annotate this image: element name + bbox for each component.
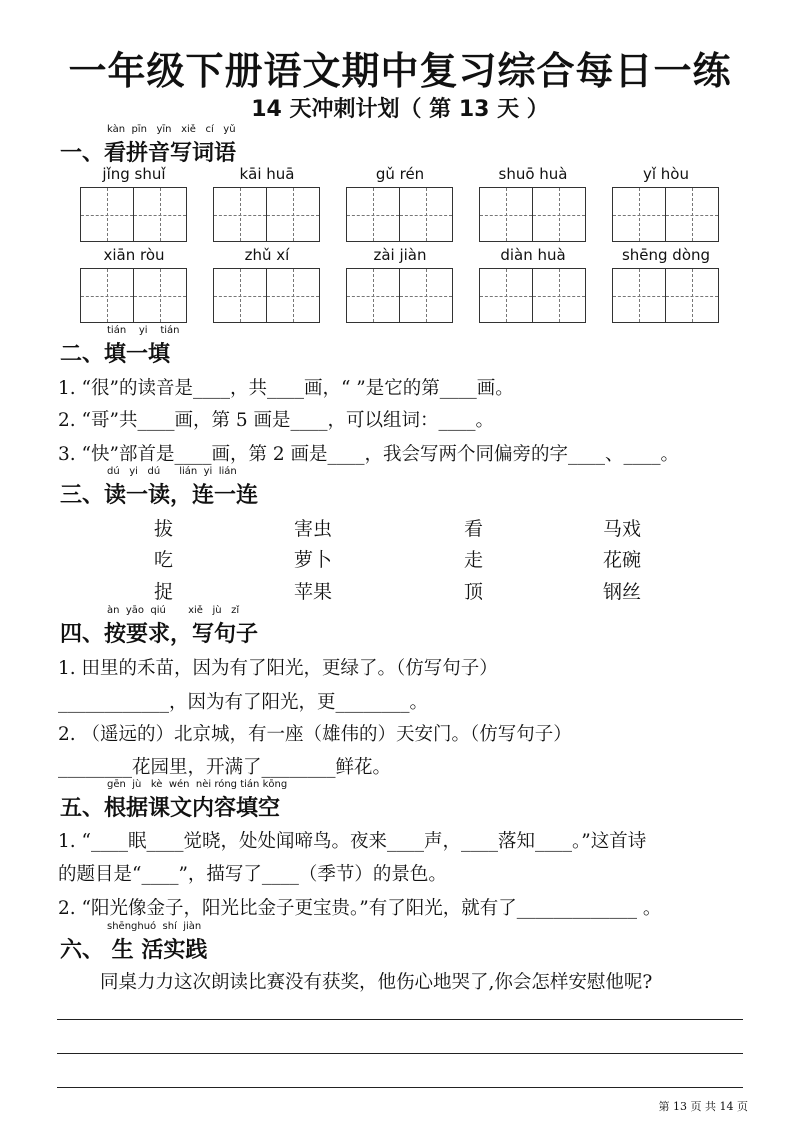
match-item[interactable]: 顶 — [464, 581, 484, 603]
answer-line[interactable] — [57, 1053, 743, 1054]
answer-line[interactable] — [57, 1087, 743, 1088]
sentence-question-1: 1. 田里的禾苗，因为有了阳光，更绿了。（仿写句子） — [58, 658, 498, 679]
pinyin-word-label: diàn huà — [500, 246, 566, 264]
poem-line-2: 的题目是“____”，描写了____（季节）的景色。 — [58, 864, 447, 885]
pinyin-word-box — [80, 246, 188, 323]
section5-pinyin: gēn jù kè wén nèi róng tián kōng — [107, 779, 288, 790]
fill-question-2: 2. “哥”共____画，第 5 画是____，可以组词：____。 — [58, 410, 494, 431]
page-title: 一年级下册语文期中复习综合每日一练 — [68, 49, 732, 93]
pinyin-word-label: gǔ rén — [375, 165, 425, 183]
writing-grid[interactable] — [346, 268, 453, 323]
pinyin-word-box — [213, 165, 321, 242]
writing-grid[interactable] — [479, 268, 586, 323]
match-item[interactable]: 走 — [464, 549, 484, 571]
pinyin-word-box — [479, 165, 587, 242]
poem-line-1: 1. “____眠____觉晓，处处闻啼鸟。夜来____声，____落知____。”这首诗 — [58, 831, 647, 852]
pinyin-word-box — [346, 246, 454, 323]
page-footer: 第 13 页 共 14 页 — [658, 1100, 748, 1113]
writing-grid[interactable] — [612, 187, 719, 242]
pinyin-word-box — [213, 246, 321, 323]
section2-pinyin: tián yi tián — [107, 325, 180, 336]
pinyin-word-box — [346, 165, 454, 242]
pinyin-word-box — [479, 246, 587, 323]
answer-line[interactable] — [57, 1019, 743, 1020]
fill-question-3: 3. “快”部首是____画，第 2 画是____，我会写两个同偏旁的字____、____。 — [58, 444, 679, 465]
pinyin-word-label: shēng dòng — [621, 246, 711, 264]
match-item[interactable]: 马戏 — [603, 518, 642, 540]
section3-heading: 三、读一读，连一连 — [60, 483, 259, 508]
section1-pinyin: kàn pīn yīn xiě cí yǔ — [107, 124, 236, 135]
section6-pinyin: shēnghuó shí jiàn — [107, 921, 202, 932]
sentence-answer-2[interactable]: ________花园里，开满了________鲜花。 — [58, 757, 392, 778]
poem-line-3: 2. “阳光像金子，阳光比金子更宝贵。”有了阳光，就有了_____________ 。 — [58, 898, 662, 919]
match-item[interactable]: 吃 — [154, 549, 174, 571]
section2-heading: 二、填一填 — [60, 342, 171, 367]
match-item[interactable]: 花碗 — [603, 549, 642, 571]
match-item[interactable]: 捉 — [154, 581, 174, 603]
pinyin-word-label: zhǔ xí — [244, 246, 290, 264]
writing-grid[interactable] — [479, 187, 586, 242]
writing-grid[interactable] — [80, 187, 187, 242]
match-item[interactable]: 拔 — [154, 518, 174, 540]
page-subtitle: 14 天冲刺计划（ 第 13 天 ） — [251, 97, 549, 122]
pinyin-word-label: yǐ hòu — [642, 165, 689, 183]
match-item[interactable]: 害虫 — [294, 518, 333, 540]
practice-question: 同桌力力这次朗读比赛没有获奖，他伤心地哭了,你会怎样安慰他呢? — [100, 972, 653, 993]
sentence-question-2: 2. （遥远的）北京城，有一座（雄伟的）天安门。（仿写句子） — [58, 724, 572, 745]
pinyin-word-label: kāi huā — [239, 165, 295, 183]
pinyin-word-box — [612, 246, 720, 323]
section6-heading: 六、 生 活实践 — [60, 938, 208, 963]
match-item[interactable]: 看 — [464, 518, 484, 540]
sentence-answer-1[interactable]: ____________，因为有了阳光，更________。 — [58, 692, 429, 713]
match-item[interactable]: 萝卜 — [294, 549, 333, 571]
section5-heading: 五、根据课文内容填空 — [60, 796, 281, 821]
pinyin-word-label: jǐng shuǐ — [102, 165, 166, 183]
fill-question-1: 1. “很”的读音是____，共____画，“ ”是它的第____画。 — [58, 378, 514, 399]
writing-grid[interactable] — [346, 187, 453, 242]
pinyin-word-label: shuō huà — [498, 165, 568, 183]
pinyin-word-label: xiān ròu — [103, 246, 165, 264]
pinyin-word-label: zài jiàn — [373, 246, 427, 264]
section1-heading: 一、看拼音写词语 — [60, 141, 237, 166]
section4-pinyin: àn yāo qiú xiě jù zǐ — [107, 605, 240, 616]
writing-grid[interactable] — [612, 268, 719, 323]
writing-grid[interactable] — [80, 268, 187, 323]
match-item[interactable]: 钢丝 — [603, 581, 642, 603]
match-item[interactable]: 苹果 — [294, 581, 333, 603]
writing-grid[interactable] — [213, 187, 320, 242]
section3-pinyin: dú yi dú lián yi lián — [107, 466, 237, 477]
section4-heading: 四、按要求，写句子 — [60, 622, 259, 647]
pinyin-word-box — [612, 165, 720, 242]
pinyin-word-box — [80, 165, 188, 242]
writing-grid[interactable] — [213, 268, 320, 323]
